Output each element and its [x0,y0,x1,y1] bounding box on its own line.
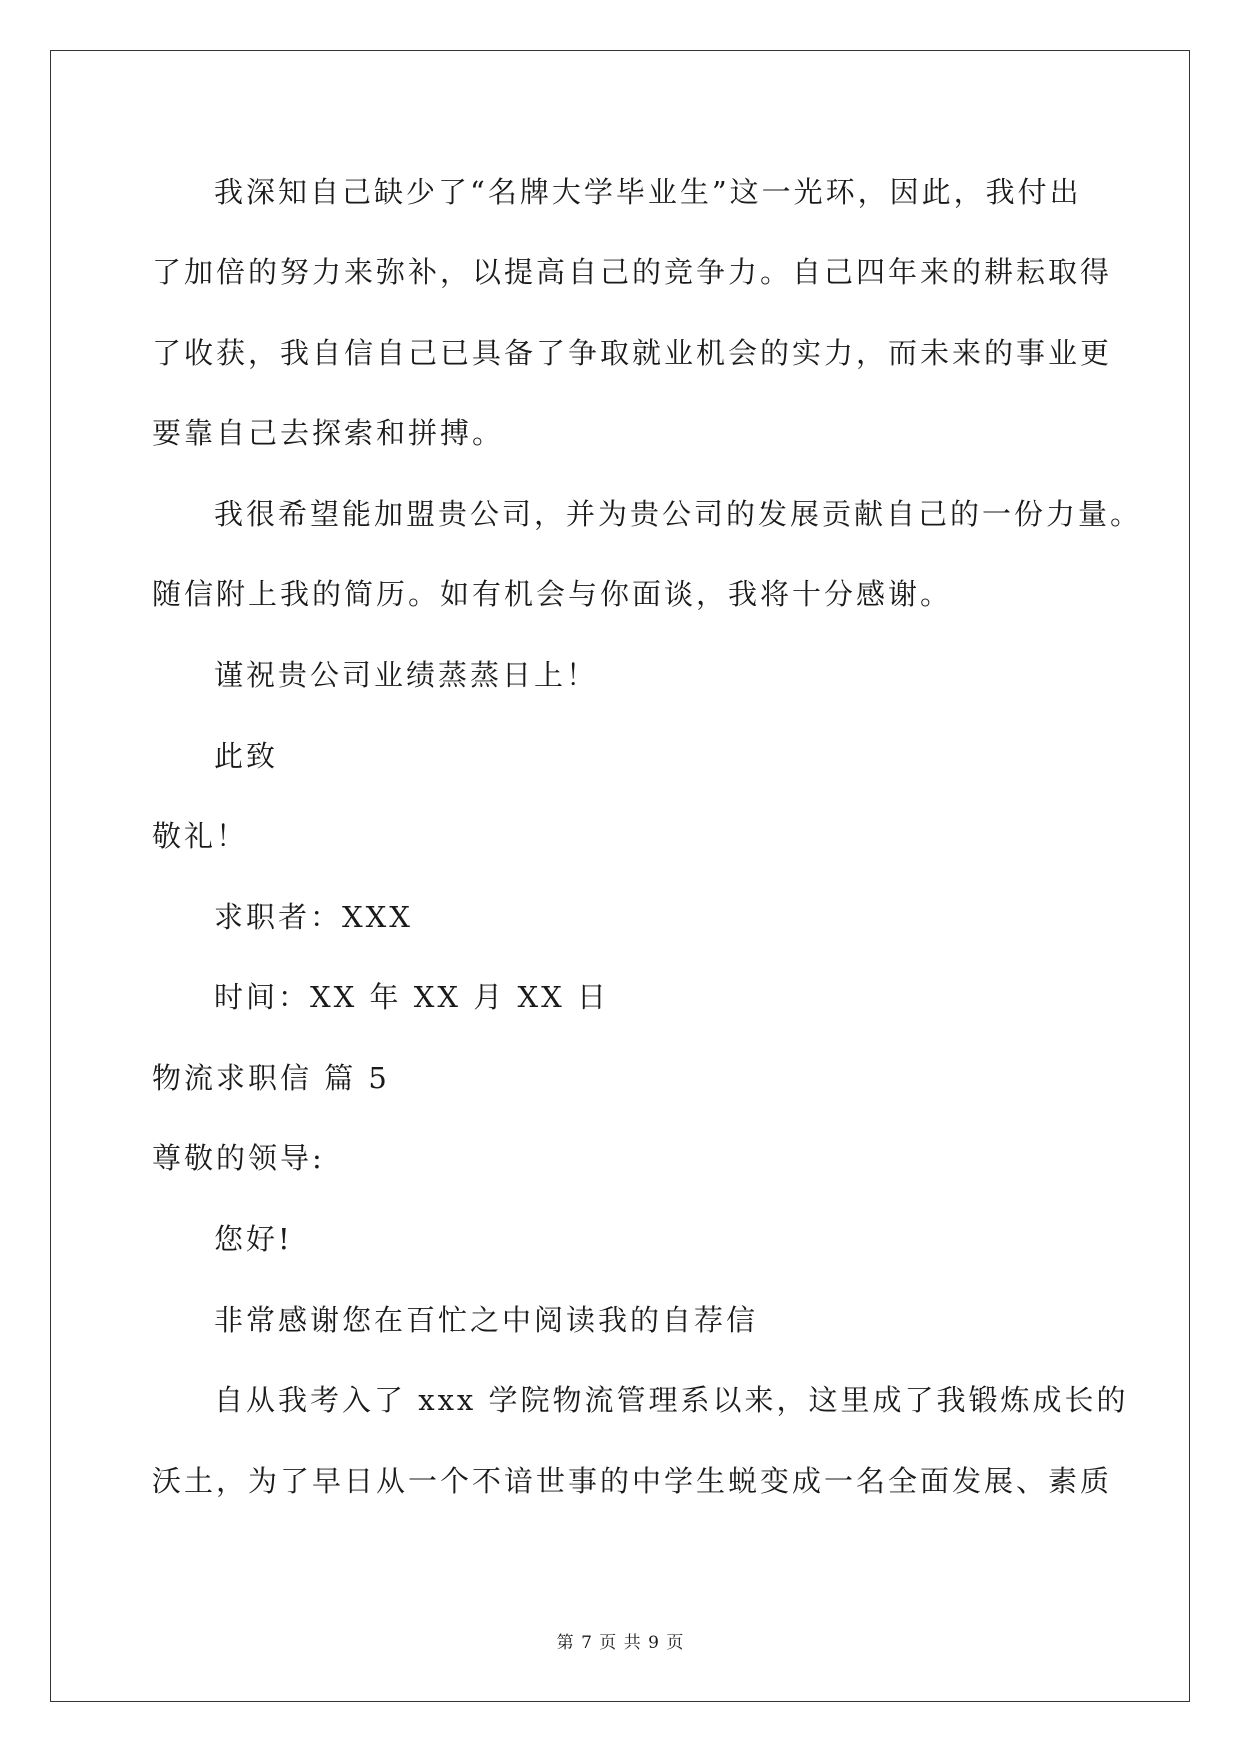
paragraph-line: 我深知自己缺少了“名牌大学毕业生”这一光环，因此，我付出 [214,175,1082,209]
paragraph-line: 自从我考入了 xxx 学院物流管理系以来，这里成了我锻炼成长的 [214,1383,1129,1417]
paragraph-line: 了加倍的努力来弥补，以提高自己的竞争力。自己四年来的耕耘取得 [152,255,1113,289]
section-heading: 物流求职信 篇 5 [152,1061,390,1095]
paragraph-line: 我很希望能加盟贵公司，并为贵公司的发展贡献自己的一份力量。 [214,497,1143,531]
greeting-line: 尊敬的领导: [152,1141,325,1175]
page-number: 第 7 页 共 9 页 [556,1633,685,1653]
signature-date: 时间：XX 年 XX 月 XX 日 [214,980,609,1014]
signature-applicant: 求职者：XXX [214,900,413,934]
paragraph-line: 随信附上我的简历。如有机会与你面谈，我将十分感谢。 [152,577,953,611]
page-border [50,50,1190,1702]
paragraph-line: 了收获，我自信自己已具备了争取就业机会的实力，而未来的事业更 [152,336,1113,370]
paragraph-line: 要靠自己去探索和拼搏。 [152,416,505,450]
paragraph-line: 谨祝贵公司业绩蒸蒸日上！ [214,658,599,692]
closing-line: 此致 [214,739,279,773]
salutation-line: 敬礼！ [152,819,249,853]
paragraph-line: 您好! [214,1222,293,1256]
paragraph-line: 沃土，为了早日从一个不谙世事的中学生蜕变成一名全面发展、素质 [152,1464,1113,1498]
paragraph-line: 非常感谢您在百忙之中阅读我的自荐信 [214,1303,759,1337]
